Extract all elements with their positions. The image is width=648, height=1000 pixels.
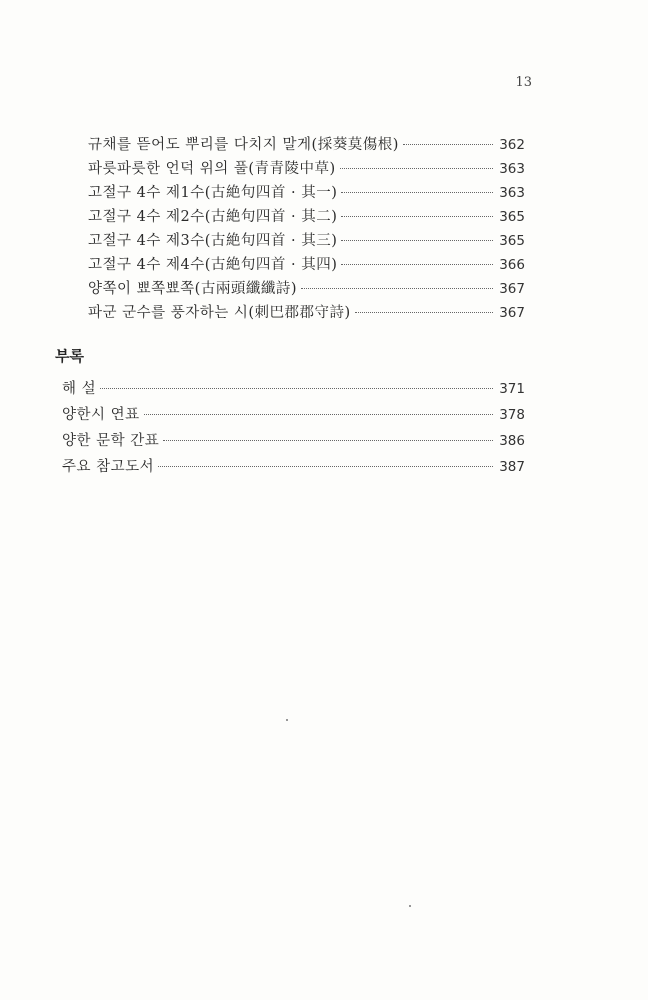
- appendix-entry-title: 양한 문학 간표: [62, 433, 160, 449]
- appendix-entry: [62, 377, 525, 403]
- appendix-entry-title: 양한시 연표: [62, 407, 140, 423]
- toc-entry: [88, 277, 525, 301]
- toc-entry: [88, 157, 525, 181]
- toc-entry-page: 367: [499, 281, 525, 297]
- paper-speck: [409, 905, 411, 907]
- toc-entry-page: 367: [499, 305, 525, 321]
- toc-entry: [88, 229, 525, 253]
- page-number: 13: [515, 75, 532, 90]
- toc-entry-page: 362: [499, 137, 525, 153]
- toc-entry: [88, 181, 525, 205]
- dot-leader: [403, 144, 493, 145]
- toc-entry: [88, 253, 525, 277]
- toc-entry-title: 고절구 4수 제1수(古絶句四首 · 其一): [88, 185, 338, 201]
- appendix-entry: [62, 403, 525, 429]
- appendix-entry: [62, 455, 525, 481]
- toc-entry-page: 363: [499, 161, 525, 177]
- toc-entry-title: 파군 군수를 풍자하는 시(刺巴郡郡守詩): [88, 305, 351, 321]
- toc-entry-title: 규채를 뜯어도 뿌리를 다치지 말게(採葵莫傷根): [88, 137, 399, 153]
- appendix-entry-page: 386: [499, 433, 525, 449]
- toc-entry: [88, 205, 525, 229]
- toc-entry: [88, 301, 525, 325]
- toc-entry-title: 고절구 4수 제2수(古絶句四首 · 其二): [88, 209, 338, 225]
- appendix-entry-title: 해 설: [62, 381, 97, 397]
- dot-leader: [341, 192, 493, 193]
- toc-entry-title: 파릇파릇한 언덕 위의 풀(青青陵中草): [88, 161, 336, 177]
- appendix-entry-page: 387: [499, 459, 525, 475]
- dot-leader: [340, 168, 494, 169]
- toc-entry-title: 고절구 4수 제4수(古絶句四首 · 其四): [88, 257, 338, 273]
- dot-leader: [341, 216, 493, 217]
- toc-entry: [88, 133, 525, 157]
- paper-speck: [286, 719, 288, 721]
- dot-leader: [163, 440, 493, 441]
- dot-leader: [341, 240, 493, 241]
- appendix-entry-page: 378: [499, 407, 525, 423]
- toc-entry-page: 366: [499, 257, 525, 273]
- toc-list: [88, 133, 525, 325]
- appendix-entry: [62, 429, 525, 455]
- appendix-heading: 부록: [55, 347, 84, 365]
- toc-entry-title: 양쪽이 뾰쪽뾰쪽(古兩頭纖纖詩): [88, 281, 297, 297]
- dot-leader: [301, 288, 493, 289]
- appendix-list: [62, 377, 525, 481]
- dot-leader: [158, 466, 493, 467]
- toc-entry-page: 365: [499, 233, 525, 249]
- toc-entry-page: 365: [499, 209, 525, 225]
- toc-entry-page: 363: [499, 185, 525, 201]
- appendix-entry-page: 371: [499, 381, 525, 397]
- dot-leader: [100, 388, 493, 389]
- appendix-entry-title: 주요 참고도서: [62, 459, 155, 475]
- toc-entry-title: 고절구 4수 제3수(古絶句四首 · 其三): [88, 233, 338, 249]
- dot-leader: [144, 414, 494, 415]
- dot-leader: [355, 312, 494, 313]
- dot-leader: [341, 264, 493, 265]
